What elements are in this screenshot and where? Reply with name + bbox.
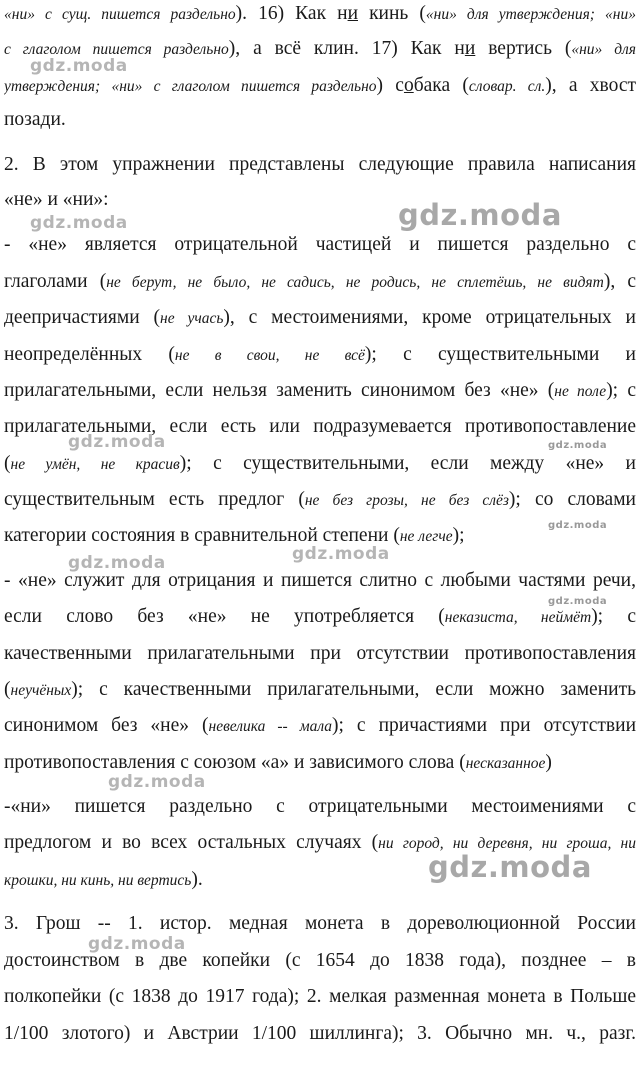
- text-line: [4, 486, 636, 514]
- italic-text: неучёных: [10, 682, 72, 699]
- text-segment: неопределённых (: [4, 344, 175, 365]
- text-segment: ).: [191, 869, 203, 890]
- text-line: [4, 712, 636, 740]
- text-segment: - «не» служит для отрицания и пишется слитно с любыми частями речи,: [4, 570, 636, 591]
- italic-text: с глаголом пишется раздельно: [4, 41, 229, 58]
- watermark: gdz.moda: [108, 772, 206, 792]
- watermark: gdz.moda: [428, 850, 592, 884]
- watermark: gdz.moda: [68, 553, 166, 573]
- text-segment: глаголами (: [4, 271, 107, 292]
- text-line: [4, 151, 636, 179]
- text-segment: );: [452, 525, 465, 546]
- watermark: gdz.moda: [292, 544, 390, 564]
- watermark: gdz.moda: [548, 520, 608, 531]
- text-segment: позади.: [4, 109, 66, 130]
- text-segment: ), с местоимениями, кроме отрицательных и: [223, 307, 636, 328]
- text-line: [4, 106, 636, 134]
- watermark: gdz.moda: [30, 56, 128, 76]
- watermark: gdz.moda: [88, 934, 186, 954]
- text-segment: прилагательными, если нельзя заменить синонимом без «не» (: [4, 380, 555, 401]
- text-segment: ); с: [591, 606, 636, 627]
- text-segment: качественными прилагательными при отсутствии противопоставления: [4, 643, 636, 664]
- text-segment: ). 16) Как н: [235, 3, 348, 24]
- underlined-letter: и: [347, 3, 358, 24]
- text-segment: ); с существительными, если между «не» и: [179, 453, 636, 474]
- text-segment: ), с: [603, 271, 636, 292]
- italic-text: не берут, не было, не садись, не родись, не сплетёшь, не видят: [106, 274, 604, 291]
- italic-text: «ни» с сущ. пишется раздельно: [4, 6, 236, 23]
- italic-text: неказиста, неймёт: [444, 609, 592, 626]
- text-line: [4, 377, 636, 405]
- italic-text: не без грозы, не без слёз: [304, 492, 509, 509]
- text-line: [4, 793, 636, 821]
- text-segment: ); с существительными и: [364, 344, 636, 365]
- watermark: gdz.moda: [548, 596, 608, 607]
- text-segment: деепричастиями (: [4, 307, 161, 328]
- text-segment: прилагательными, если есть или подразумевается противопоставление: [4, 416, 636, 437]
- italic-text: не поле: [554, 383, 607, 400]
- text-line: [4, 603, 636, 631]
- text-segment: вертись (: [475, 38, 572, 59]
- text-segment: ): [545, 752, 552, 773]
- text-segment: синонимом без «не» (: [4, 715, 209, 736]
- italic-text: не учась: [160, 310, 224, 327]
- text-line: [4, 983, 636, 1011]
- text-segment: ), а хвост: [545, 75, 636, 96]
- text-segment: ), а всё клин. 17) Как н: [228, 38, 465, 59]
- italic-text: невелика -- мала: [208, 718, 333, 735]
- text-line: [4, 749, 636, 777]
- text-line: [4, 0, 636, 28]
- text-line: [4, 268, 636, 296]
- text-segment: 2. В этом упражнении представлены следующие правила написания: [4, 154, 636, 175]
- watermark: gdz.moda: [68, 432, 166, 452]
- italic-text: утверждения; «ни» с глаголом пишется раздельно: [4, 78, 377, 95]
- text-line: [4, 304, 636, 332]
- text-segment: - «не» является отрицательной частицей и пишется раздельно с: [4, 234, 636, 255]
- text-segment: бака (: [413, 75, 469, 96]
- italic-text: «ни» для утверждения; «ни»: [425, 6, 636, 23]
- text-segment: ); с причастиями при отсутствии: [332, 715, 636, 736]
- text-line: [4, 341, 636, 369]
- text-line: [4, 450, 636, 478]
- text-segment: противопоставления с союзом «а» и зависимого слова (: [4, 752, 466, 773]
- text-segment: если слово без «не» не употребляется (: [4, 606, 445, 627]
- text-segment: ); с качественными прилагательными, если можно заменить: [71, 679, 636, 700]
- text-segment: ); со словами: [508, 489, 636, 510]
- text-segment: существительным есть предлог (: [4, 489, 305, 510]
- text-line: [4, 640, 636, 668]
- watermark: gdz.moda: [398, 198, 562, 232]
- italic-text: словар. сл.: [468, 78, 546, 95]
- italic-text: не легче: [399, 528, 453, 545]
- text-line: [4, 676, 636, 704]
- text-segment: ); с: [606, 380, 636, 401]
- text-segment: полкопейки (с 1838 до 1917 года); 2. мелкая разменная монета в Польше: [4, 986, 636, 1007]
- italic-text: «ни» для: [571, 41, 636, 58]
- text-segment: «не» и «ни»:: [4, 189, 109, 210]
- text-segment: кинь (: [358, 3, 426, 24]
- italic-text: несказанное: [465, 755, 546, 772]
- italic-text: не умён, не красив: [10, 456, 180, 473]
- text-segment: ) с: [376, 75, 404, 96]
- watermark: gdz.moda: [30, 213, 128, 233]
- text-line: [4, 72, 636, 100]
- text-segment: 3. Грош -- 1. истор. медная монета в дореволюционной России: [4, 913, 636, 934]
- text-line: [4, 1020, 636, 1048]
- text-line: [4, 231, 636, 259]
- italic-text: ни город, ни деревня, ни гроша, ни: [378, 835, 636, 852]
- text-segment: достоинством в две копейки (с 1654 до 1838 года), позднее – в: [4, 950, 636, 971]
- underlined-letter: о: [403, 75, 414, 96]
- text-segment: категории состояния в сравнительной степени (: [4, 525, 400, 546]
- text-segment: (: [4, 453, 11, 474]
- italic-text: крошки, ни кинь, ни вертись: [4, 872, 192, 889]
- watermark: gdz.moda: [548, 440, 608, 451]
- text-segment: -«ни» пишется раздельно с отрицательными местоимениями с: [4, 796, 636, 817]
- text-segment: 1/100 злотого) и Австрии 1/100 шиллинга); 3. Обычно мн. ч., разг.: [4, 1023, 636, 1044]
- underlined-letter: и: [464, 38, 476, 59]
- text-segment: (: [4, 679, 11, 700]
- text-segment: предлогом и во всех остальных случаях (: [4, 832, 379, 853]
- italic-text: не в свои, не всё: [174, 347, 365, 364]
